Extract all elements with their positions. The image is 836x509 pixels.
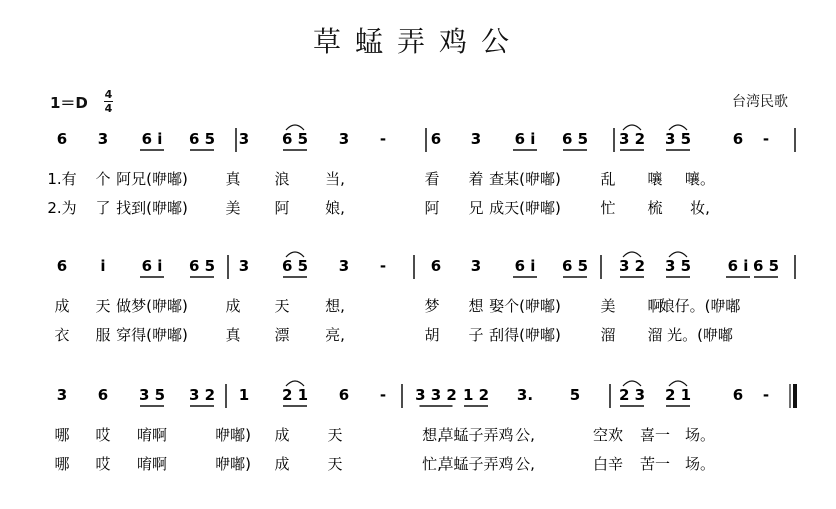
lyric-syllable: 服 [95,326,111,344]
lyric-syllable: 忙, [422,455,442,473]
note: 6 5 [752,257,780,275]
slur [286,381,304,386]
lyric-syllable: 成天(咿嘟) [489,199,561,217]
note: 3 [470,257,482,275]
note: 6 i [727,257,749,275]
lyric-syllable: 嚷 [647,170,663,188]
lyric-syllable: 溜 [647,326,663,344]
lyric-syllable: 白辛 [592,455,624,473]
slur [286,252,304,257]
note: 6 i [141,130,163,148]
lyric-syllable: 阿兄(咿嘟) [116,170,188,188]
lyric-syllable: 着 [468,170,484,188]
lyric-syllable: 嚷。 [684,170,716,188]
lyric-syllable: 做梦(咿嘟) [116,297,188,315]
lyric-syllable: 草蜢子弄鸡 [438,426,514,444]
note: 6 [732,130,744,148]
note: 3 [338,257,350,275]
lyric-syllable: 唷啊 [136,426,168,444]
slur [623,252,641,257]
lyric-syllable: 天 [95,297,111,315]
lyric-syllable: 成 [54,297,70,315]
note: 3 5 [664,257,692,275]
time-sig-bottom: 4 [104,102,113,115]
note: - [762,386,770,404]
note: 3. [516,386,534,404]
note: - [762,130,770,148]
lyric-syllable: 草蜢子弄鸡 [438,455,514,473]
note: 1 2 [462,386,490,404]
note: 3 [470,130,482,148]
note: 6 i [514,130,536,148]
lyric-syllable: 娘, [325,199,345,217]
lyric-syllable: 刮得(咿嘟) [489,326,561,344]
note: 6 [732,386,744,404]
song-title: 草蜢弄鸡公 [312,25,523,58]
lyric-syllable: 当, [325,170,345,188]
note: 5 [569,386,581,404]
lyric-syllable: 哪 [54,426,70,444]
note: 3 2 [188,386,216,404]
lyric-syllable: 天 [274,297,290,315]
lyric-syllable: 亮, [325,326,345,344]
lyric-syllable: 哎 [95,455,111,473]
note: 3 5 [138,386,166,404]
lyric-syllable: 真 [225,170,241,188]
lyric-syllable: 真 [225,326,241,344]
lyric-syllable: 天 [327,426,343,444]
slur [623,381,641,386]
note: - [379,386,387,404]
lyric-syllable: 衣 [54,326,70,344]
lyric-syllable: 光。(咿嘟 [667,326,733,344]
lyric-syllable: 成 [274,426,290,444]
slur [286,125,304,130]
note: 6 5 [281,130,309,148]
note: 6 5 [561,130,589,148]
lyric-syllable: 浪 [274,170,290,188]
note: - [379,257,387,275]
lyric-syllable: 看 [424,170,440,188]
lyric-syllable: 想 [468,297,484,315]
lyric-syllable: 阿 [274,199,290,217]
note: - [379,130,387,148]
lyric-syllable: 溜 [600,326,616,344]
lyric-syllable: 了 [95,199,111,217]
time-signature [104,89,113,114]
lyric-syllable: 梦 [424,297,440,315]
note: 6 [430,130,442,148]
slur [669,125,687,130]
note: 1 [238,386,250,404]
lyric-syllable: 乱 [600,170,616,188]
note: i [100,257,106,275]
note: 3 5 [664,130,692,148]
lyric-syllable: 想, [422,426,442,444]
lyric-syllable: 场。 [684,455,716,473]
note: 3 [97,130,109,148]
lyric-syllable: 找到(咿嘟) [116,199,188,217]
lyric-syllable: 忙 [600,199,616,217]
lyric-syllable: 阿 [424,199,440,217]
note: 3 [238,257,250,275]
lyric-syllable: 咿嘟) [215,426,251,444]
note: 6 i [514,257,536,275]
lyric-syllable: 场。 [684,426,716,444]
lyric-syllable: 个 [95,170,111,188]
lyric-syllable: 唷啊 [136,455,168,473]
note: 3 2 [618,257,646,275]
lyric-syllable: 子 [468,326,484,344]
lyric-syllable: 妆, [690,199,710,217]
lyric-syllable: 美 [225,199,241,217]
lyric-syllable: 喜一 [639,426,671,444]
lyric-syllable: 公, [515,426,535,444]
slur [669,252,687,257]
note: 6 5 [561,257,589,275]
lyric-syllable: 空欢 [592,426,624,444]
lyric-syllable: 漂 [274,326,290,344]
note: 6 [430,257,442,275]
note: 6 5 [188,257,216,275]
note: 6 i [141,257,163,275]
lyric-syllable: 成 [225,297,241,315]
lyric-syllable: 查某(咿嘟) [489,170,561,188]
lyric-syllable: 娶个(咿嘟) [489,297,561,315]
note: 6 [56,130,68,148]
lyric-syllable: 咿嘟) [215,455,251,473]
note: 6 [97,386,109,404]
note: 3 [238,130,250,148]
lyric-syllable: 成 [274,455,290,473]
note: 2 1 [281,386,309,404]
time-sig-top: 4 [104,88,113,101]
lyric-syllable: 美 [600,297,616,315]
lyric-syllable: 梳 [647,199,663,217]
note: 6 5 [188,130,216,148]
note: 6 [338,386,350,404]
note: 2 3 [618,386,646,404]
lyric-syllable: 公, [515,455,535,473]
lyric-syllable: 兄 [468,199,484,217]
note: 6 5 [281,257,309,275]
lyric-syllable: 胡 [424,326,440,344]
lyric-syllable: 想, [325,297,345,315]
lyric-syllable: 哪 [54,455,70,473]
song-credit: 台湾民歌 [732,94,788,110]
note: 3 [338,130,350,148]
note: 6 [56,257,68,275]
lyric-syllable: 啊 [647,297,663,315]
lyric-syllable: 穿得(咿嘟) [116,326,188,344]
lyric-syllable: 天 [327,455,343,473]
note: 3 [56,386,68,404]
slur [669,381,687,386]
key-signature: 1＝D [50,94,88,112]
note: 3 2 [618,130,646,148]
lyric-syllable: 苦一 [639,455,671,473]
slur [623,125,641,130]
lyric-syllable: 娘仔。(咿嘟 [659,297,741,315]
note: 2 1 [664,386,692,404]
lyric-syllable: 1.有 [47,170,77,188]
lyric-syllable: 哎 [95,426,111,444]
lyric-syllable: 2.为 [47,199,77,217]
note: 3 3 2 [415,386,457,404]
